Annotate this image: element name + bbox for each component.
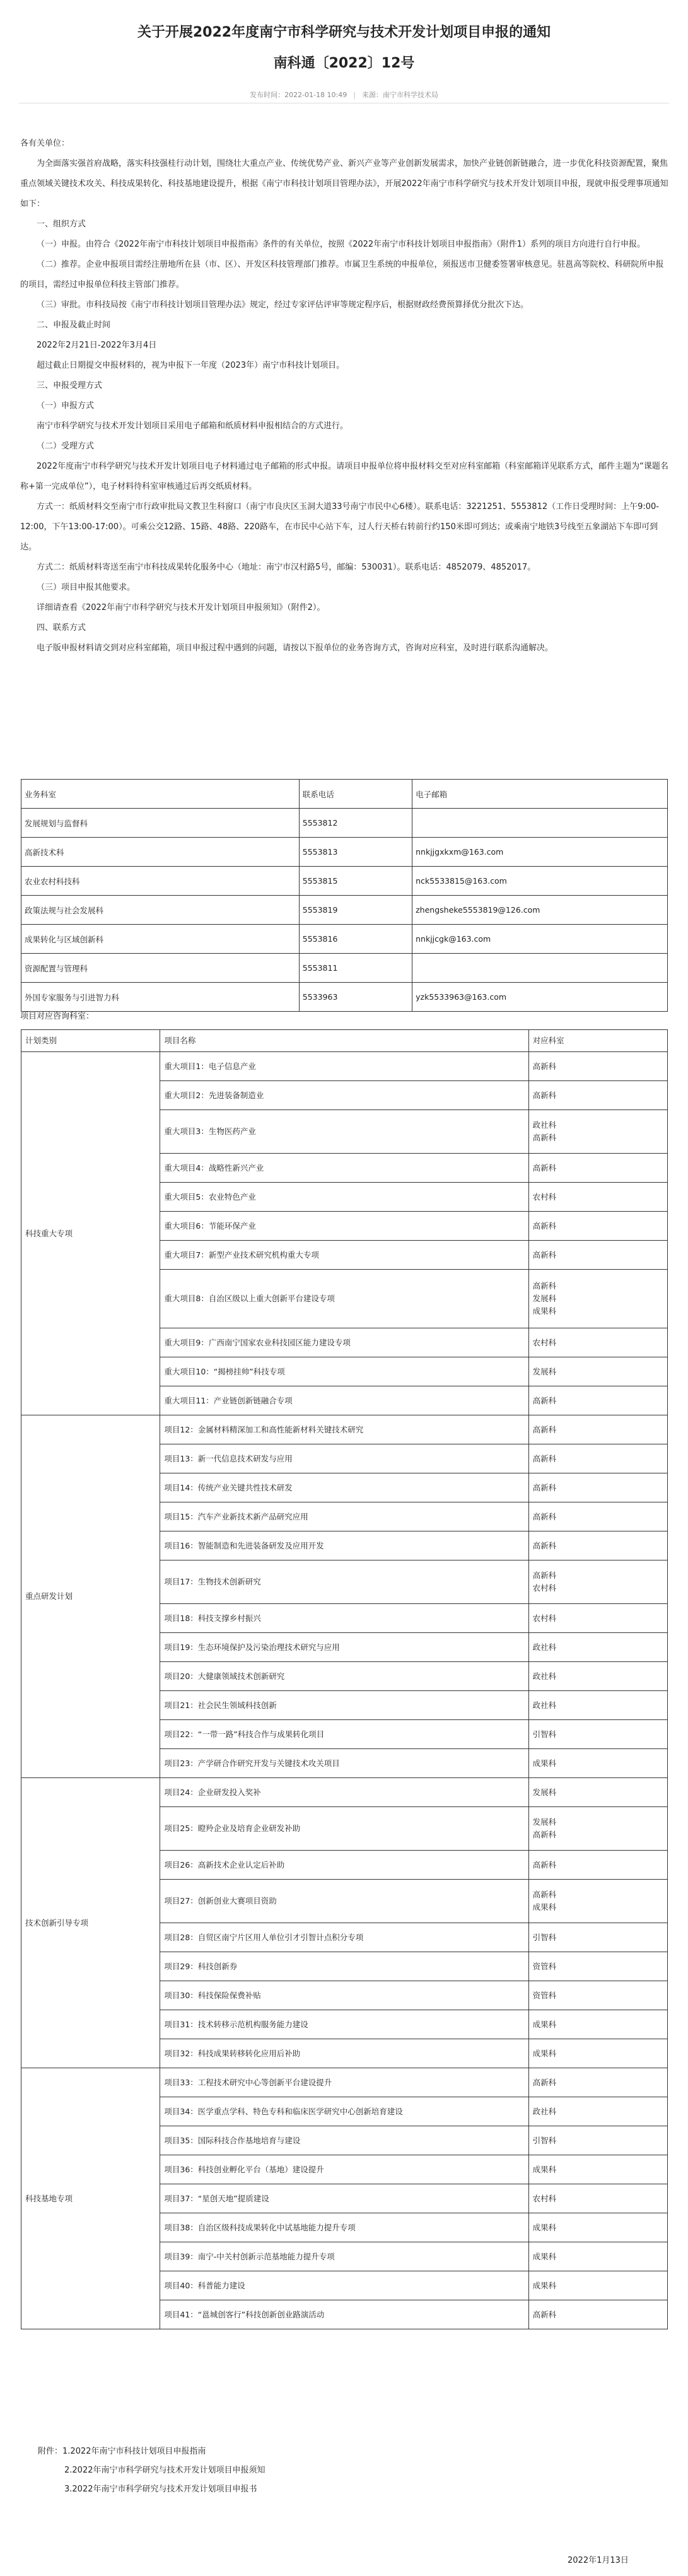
project-dept-cell bbox=[528, 1923, 667, 1952]
project-name-cell: 项目34：医学重点学科、特色专科和临床医学研究中心创新培育建设 bbox=[160, 2097, 528, 2126]
project-dept-cell bbox=[528, 2010, 667, 2039]
project-dept-cell bbox=[528, 2039, 667, 2068]
project-row bbox=[21, 2068, 668, 2097]
dept-name: 成果科 bbox=[532, 2019, 557, 2029]
contact-header-cell: 电子邮箱 bbox=[412, 780, 668, 809]
dept-name: 农村科 bbox=[532, 1583, 557, 1593]
contact-cell: nnkjjgxkxm@163.com bbox=[412, 838, 668, 867]
contact-cell: 政策法规与社会发展科 bbox=[21, 896, 300, 925]
dept-name: 政社科 bbox=[532, 1671, 557, 1681]
contact-header-cell: 业务科室 bbox=[21, 780, 300, 809]
dept-name: 高新科 bbox=[532, 1133, 557, 1142]
dept-name: 高新科 bbox=[532, 1061, 557, 1071]
contact-row bbox=[21, 838, 668, 867]
project-name-cell: 项目36：科技创业孵化平台（基地）建设提升 bbox=[160, 2155, 528, 2184]
document-number: 南科通〔2022〕12号 bbox=[273, 56, 415, 71]
project-dept-cell bbox=[528, 1633, 667, 1662]
project-dept-cell bbox=[528, 2097, 667, 2126]
project-dept-cell bbox=[528, 2068, 667, 2097]
project-name-cell: 重大项目8：自治区级以上重大创新平台建设专项 bbox=[160, 1270, 528, 1328]
dept-name: 成果科 bbox=[532, 2280, 557, 2290]
dept-name: 成果科 bbox=[532, 2048, 557, 2058]
project-dept-cell bbox=[528, 1052, 667, 1081]
project-dept-cell bbox=[528, 2213, 667, 2242]
body-paragraph: 南宁市科学研究与技术开发计划项目采用电子邮箱和纸质材料申报相结合的方式进行。 bbox=[37, 421, 349, 431]
project-name-cell: 项目13：新一代信息技术研发与应用 bbox=[160, 1444, 528, 1473]
project-dept-cell bbox=[528, 2126, 667, 2155]
body-paragraph: 方式二：纸质材料寄送至南宁市科技成果转化服务中心（地址：南宁市汉村路5号，邮编：530031）。联系电话：4852079、4852017。 bbox=[37, 563, 536, 572]
project-name-cell: 重大项目1：电子信息产业 bbox=[160, 1052, 528, 1081]
attachment-item bbox=[38, 2480, 265, 2499]
contact-cell: 5553819 bbox=[299, 896, 412, 925]
contact-cell: 5553815 bbox=[299, 867, 412, 896]
project-name-cell: 项目30：科技保险保费补贴 bbox=[160, 1981, 528, 2010]
project-dept-cell bbox=[528, 1502, 667, 1531]
dept-name: 高新科 bbox=[532, 1221, 557, 1231]
notice-body bbox=[20, 134, 668, 659]
project-name-cell: 重大项目5：农业特色产业 bbox=[160, 1183, 528, 1212]
body-paragraph: （二）受理方式 bbox=[37, 442, 95, 451]
project-name-cell: 项目16：智能制造和先进装备研发及应用开发 bbox=[160, 1531, 528, 1560]
page-title: 关于开展2022年度南宁市科学研究与技术开发计划项目申报的通知 bbox=[137, 25, 551, 40]
project-category-cell: 技术创新引导专项 bbox=[21, 1778, 160, 2068]
project-name-cell: 项目15：汽车产业新技术新产品研究应用 bbox=[160, 1502, 528, 1531]
attachment-name: 2.2022年南宁市科学研究与技术开发计划项目申报须知 bbox=[64, 2466, 265, 2475]
publish-meta: 发布时间：2022-01-18 10:49 | 来源：南宁市科学技术局 bbox=[250, 91, 438, 99]
dept-name: 高新科 bbox=[532, 1281, 557, 1291]
project-header-cell: 项目名称 bbox=[160, 1030, 528, 1052]
project-dept-cell bbox=[528, 1604, 667, 1633]
body-paragraph: （一）申报。由符合《2022年南宁市科技计划项目申报指南》条件的有关单位，按照《2022年南宁市科技计划项目申报指南》（附件1）系列的项目方向进行自行申报。 bbox=[37, 240, 645, 249]
attachment-item bbox=[38, 2461, 265, 2480]
contact-cell: nnkjjcgk@163.com bbox=[412, 925, 668, 954]
project-name-cell: 项目19：生态环境保护及污染治理技术研究与应用 bbox=[160, 1633, 528, 1662]
contact-cell: 5553811 bbox=[299, 954, 412, 983]
project-name-cell: 项目27：创新创业大赛项目资助 bbox=[160, 1880, 528, 1923]
project-dept-cell bbox=[528, 1807, 667, 1851]
project-dept-cell bbox=[528, 1241, 667, 1270]
dept-name: 农村科 bbox=[532, 1337, 557, 1347]
body-paragraph: 二、申报及截止时间 bbox=[37, 320, 111, 330]
project-dept-cell bbox=[528, 1081, 667, 1110]
project-dept-cell bbox=[528, 1851, 667, 1880]
project-name-cell: 项目35：国际科技合作基地培育与建设 bbox=[160, 2126, 528, 2155]
dept-name: 高新科 bbox=[532, 1090, 557, 1100]
dept-name: 引智科 bbox=[532, 1729, 557, 1739]
project-name-cell: 项目25：瞪羚企业及培育企业研发补助 bbox=[160, 1807, 528, 1851]
project-name-cell: 项目26：高新技术企业认定后补助 bbox=[160, 1851, 528, 1880]
contact-row bbox=[21, 809, 668, 838]
project-header-cell: 计划类别 bbox=[21, 1030, 160, 1052]
dept-name: 成果科 bbox=[532, 1758, 557, 1768]
project-name-cell: 项目31：技术转移示范机构服务能力建设 bbox=[160, 2010, 528, 2039]
contact-row bbox=[21, 896, 668, 925]
project-dept-cell bbox=[528, 2300, 667, 2329]
dept-name: 政社科 bbox=[532, 1120, 557, 1130]
project-dept-cell bbox=[528, 1183, 667, 1212]
contact-table bbox=[21, 779, 668, 1012]
dept-name: 高新科 bbox=[532, 1890, 557, 1899]
dept-name: 高新科 bbox=[532, 1571, 557, 1580]
dept-name: 高新科 bbox=[532, 1830, 557, 1839]
dept-name: 发展科 bbox=[532, 1294, 557, 1303]
source-label: 来源：南宁市科学技术局 bbox=[361, 91, 438, 99]
dept-name: 高新科 bbox=[532, 1424, 557, 1434]
contact-cell bbox=[412, 954, 668, 983]
project-name-cell: 重大项目4：战略性新兴产业 bbox=[160, 1154, 528, 1183]
project-dept-cell bbox=[528, 1154, 667, 1183]
project-dept-cell bbox=[528, 1110, 667, 1154]
contact-row bbox=[21, 954, 668, 983]
dept-name: 引智科 bbox=[532, 2135, 557, 2145]
project-dept-cell bbox=[528, 1212, 667, 1241]
project-name-cell: 项目20：大健康领域技术创新研究 bbox=[160, 1662, 528, 1691]
project-name-cell: 项目40：科普能力建设 bbox=[160, 2271, 528, 2300]
project-dept-cell bbox=[528, 1328, 667, 1357]
project-dept-cell bbox=[528, 2184, 667, 2213]
dept-name: 发展科 bbox=[532, 1787, 557, 1797]
contact-cell: 成果转化与区域创新科 bbox=[21, 925, 300, 954]
project-dept-cell bbox=[528, 1749, 667, 1778]
contact-cell: 资源配置与管理科 bbox=[21, 954, 300, 983]
dept-name: 发展科 bbox=[532, 1366, 557, 1376]
project-row bbox=[21, 1052, 668, 1081]
project-row bbox=[21, 1415, 668, 1444]
dept-name: 农村科 bbox=[532, 1613, 557, 1623]
contact-cell: 高新技术科 bbox=[21, 838, 300, 867]
publish-time: 发布时间：2022-01-18 10:49 bbox=[250, 91, 347, 99]
dept-name: 高新科 bbox=[532, 1453, 557, 1463]
contact-cell: 农业农村科技科 bbox=[21, 867, 300, 896]
attachment-name: 3.2022年南宁市科学研究与技术开发计划项目申报书 bbox=[64, 2485, 257, 2494]
project-category-cell: 科技重大专项 bbox=[21, 1052, 160, 1415]
dept-name: 高新科 bbox=[532, 1250, 557, 1260]
project-name-cell: 项目28：自贸区南宁片区用人单位引才引智计点积分专项 bbox=[160, 1923, 528, 1952]
dept-name: 高新科 bbox=[532, 1395, 557, 1405]
project-name-cell: 项目33：工程技术研究中心等创新平台建设提升 bbox=[160, 2068, 528, 2097]
project-name-cell: 重大项目11：产业链创新链融合专项 bbox=[160, 1386, 528, 1415]
dept-name: 高新科 bbox=[532, 1511, 557, 1521]
body-paragraph: 电子版申报材料请交到对应科室邮箱，项目申报过程中遇到的问题，请按以下报单位的业务咨询方式，咨询对应科室，及时进行联系沟通解决。 bbox=[37, 643, 554, 653]
project-dept-cell bbox=[528, 1880, 667, 1923]
project-header-cell: 对应科室 bbox=[528, 1030, 667, 1052]
body-paragraph: （一）申报方式 bbox=[37, 401, 95, 411]
contact-cell: zhengsheke5553819@126.com bbox=[412, 896, 668, 925]
project-category-cell: 科技基地专项 bbox=[21, 2068, 160, 2329]
project-name-cell: 项目32：科技成果转移转化应用后补助 bbox=[160, 2039, 528, 2068]
project-dept-cell bbox=[528, 1691, 667, 1720]
body-paragraph: 2022年2月21日-2022年3月4日 bbox=[37, 341, 157, 350]
project-dept-cell bbox=[528, 1415, 667, 1444]
project-name-cell: 重大项目6：节能环保产业 bbox=[160, 1212, 528, 1241]
dept-name: 高新科 bbox=[532, 1540, 557, 1550]
dept-name: 政社科 bbox=[532, 1700, 557, 1710]
body-paragraph: 三、申报受理方式 bbox=[37, 381, 103, 390]
project-name-cell: 项目29：科技创新券 bbox=[160, 1952, 528, 1981]
project-name-cell: 重大项目2：先进装备制造业 bbox=[160, 1081, 528, 1110]
project-name-cell: 项目38：自治区级科技成果转化中试基地能力提升专项 bbox=[160, 2213, 528, 2242]
issue-date: 2022年1月13日 bbox=[568, 2556, 629, 2565]
dept-name: 成果科 bbox=[532, 1306, 557, 1316]
contact-row bbox=[21, 983, 668, 1012]
dept-name: 政社科 bbox=[532, 1642, 557, 1652]
body-paragraph: 各有关单位： bbox=[20, 139, 70, 148]
project-dept-cell bbox=[528, 1778, 667, 1807]
contact-cell: 5553813 bbox=[299, 838, 412, 867]
body-paragraph: 详细请查看《2022年南宁市科学研究与技术开发计划项目申报须知》（附件2）。 bbox=[37, 603, 325, 612]
contact-row bbox=[21, 867, 668, 896]
project-dept-cell bbox=[528, 2155, 667, 2184]
body-paragraph: （二）推荐。企业申报项目需经注册地所在县（市、区）、开发区科技管理部门推荐。市属卫生系统的申报单位，须报送市卫健委签署审核意见。驻邕高等院校、科研院所申报的项目，需经过申报单位科技主管部门推荐。 bbox=[20, 260, 664, 290]
attachments bbox=[38, 2442, 265, 2499]
dept-name: 成果科 bbox=[532, 2222, 557, 2232]
contact-header-row bbox=[21, 780, 668, 809]
project-name-cell: 重大项目9：广西南宁国家农业科技园区能力建设专项 bbox=[160, 1328, 528, 1357]
project-dept-cell bbox=[528, 1270, 667, 1328]
project-dept-cell bbox=[528, 1981, 667, 2010]
project-name-cell: 项目14：传统产业关键共性技术研发 bbox=[160, 1473, 528, 1502]
attachment-label: 附件： bbox=[38, 2447, 63, 2456]
project-name-cell: 项目12：金属材料精深加工和高性能新材料关键技术研究 bbox=[160, 1415, 528, 1444]
dept-name: 政社科 bbox=[532, 2106, 557, 2116]
dept-name: 成果科 bbox=[532, 1902, 557, 1912]
dept-name: 发展科 bbox=[532, 1817, 557, 1827]
contact-cell: yzk5533963@163.com bbox=[412, 983, 668, 1012]
dept-name: 成果科 bbox=[532, 2251, 557, 2261]
project-dept-cell bbox=[528, 1473, 667, 1502]
project-dept-cell bbox=[528, 1444, 667, 1473]
dept-name: 高新科 bbox=[532, 1482, 557, 1492]
dept-name: 资管科 bbox=[532, 1990, 557, 2000]
project-name-cell: 项目37：“星创天地”提质建设 bbox=[160, 2184, 528, 2213]
dept-name: 农村科 bbox=[532, 1191, 557, 1202]
dept-name: 资管科 bbox=[532, 1961, 557, 1971]
dept-name: 农村科 bbox=[532, 2193, 557, 2203]
project-header-row bbox=[21, 1030, 668, 1052]
project-dept-cell bbox=[528, 2271, 667, 2300]
project-name-cell: 重大项目10：“揭榜挂帅”科技专项 bbox=[160, 1357, 528, 1386]
contact-cell: 5553812 bbox=[299, 809, 412, 838]
body-paragraph: 一、组织方式 bbox=[37, 220, 86, 229]
dept-name: 高新科 bbox=[532, 2077, 557, 2087]
project-name-cell: 项目22：“一带一路”科技合作与成果转化项目 bbox=[160, 1720, 528, 1749]
contact-cell: 外国专家服务与引进智力科 bbox=[21, 983, 300, 1012]
project-row bbox=[21, 1778, 668, 1807]
project-dept-cell bbox=[528, 1357, 667, 1386]
project-dept-cell bbox=[528, 1952, 667, 1981]
dept-name: 引智科 bbox=[532, 1932, 557, 1942]
body-paragraph: 2022年度南宁市科学研究与技术开发计划项目电子材料通过电子邮箱的形式申报。请项目申报单位将申报材料交至对应科室邮箱（科室邮箱详见联系方式，邮件主题为“课题名称+第一完成单位”），电子材料待科室审核通过后再交纸质材料。 bbox=[20, 462, 668, 491]
contact-cell: 5553816 bbox=[299, 925, 412, 954]
attachment-name: 1.2022年南宁市科技计划项目申报指南 bbox=[62, 2447, 206, 2456]
contact-row bbox=[21, 925, 668, 954]
project-name-cell: 项目21：社会民生领域科技创新 bbox=[160, 1691, 528, 1720]
body-paragraph: 为全面落实强首府战略，落实科技强桂行动计划，围绕壮大重点产业、传统优势产业、新兴产业等产业创新发展需求，加快产业链创新链融合，进一步优化科技资源配置，聚焦重点领域关键技术攻关、科技成果转化、科技基地建设提升，根据《南宁市科技计划项目管理办法》，开展2022年南宁市科学研究与技术开发计划项目申报，现就申报受理事项通知如下： bbox=[20, 159, 668, 209]
project-name-cell: 项目41：“邕城创客行”科技创新创业路演活动 bbox=[160, 2300, 528, 2329]
project-dept-cell bbox=[528, 1531, 667, 1560]
contact-cell: nck5533815@163.com bbox=[412, 867, 668, 896]
project-table-caption: 项目对应咨询科室： bbox=[20, 1012, 95, 1021]
project-dept-cell bbox=[528, 1560, 667, 1604]
project-category-cell: 重点研发计划 bbox=[21, 1415, 160, 1778]
contact-cell bbox=[412, 809, 668, 838]
contact-cell: 发展规划与监督科 bbox=[21, 809, 300, 838]
project-name-cell: 项目23：产学研合作研究开发与关键技术攻关项目 bbox=[160, 1749, 528, 1778]
project-name-cell: 项目18：科技支撑乡村振兴 bbox=[160, 1604, 528, 1633]
project-dept-cell bbox=[528, 1662, 667, 1691]
project-name-cell: 项目17：生物技术创新研究 bbox=[160, 1560, 528, 1604]
dept-name: 成果科 bbox=[532, 2164, 557, 2174]
body-paragraph: 四、联系方式 bbox=[37, 623, 86, 633]
project-name-cell: 重大项目3：生物医药产业 bbox=[160, 1110, 528, 1154]
project-name-cell: 项目24：企业研发投入奖补 bbox=[160, 1778, 528, 1807]
dept-name: 高新科 bbox=[532, 1859, 557, 1870]
project-dept-cell bbox=[528, 1386, 667, 1415]
dept-name: 高新科 bbox=[532, 1162, 557, 1173]
attachment-item bbox=[38, 2442, 265, 2461]
body-paragraph: （三）审批。市科技局按《南宁市科技计划项目管理办法》规定，经过专家评估评审等规定程序后，根据财政经费预算择优分批次下达。 bbox=[37, 300, 529, 310]
project-dept-cell bbox=[528, 2242, 667, 2271]
project-name-cell: 项目39：南宁-中关村创新示范基地能力提升专项 bbox=[160, 2242, 528, 2271]
dept-name: 高新科 bbox=[532, 2309, 557, 2319]
body-paragraph: （三）项目申报其他要求。 bbox=[37, 583, 136, 592]
project-dept-cell bbox=[528, 1720, 667, 1749]
body-paragraph: 方式一：纸质材料交至南宁市行政审批局文教卫生科窗口（南宁市良庆区玉洞大道33号南宁市民中心6楼）。联系电话：3221251、5553812（工作日受理时间：上午9:00-12:00，下午13:00-17:00）。可乘公交12路、15路、48路、220路车，在市民中心站下车，过人行天桥右转前行约150米即可到达；或乘南宁地铁3号线至五象湖站下车即可到达。 bbox=[20, 502, 659, 552]
project-name-cell: 重大项目7：新型产业技术研究机构重大专项 bbox=[160, 1241, 528, 1270]
body-paragraph: 超过截止日期提交申报材料的，视为申报下一年度（2023年）南宁市科技计划项目。 bbox=[37, 361, 345, 370]
contact-header-cell: 联系电话 bbox=[299, 780, 412, 809]
contact-cell: 5533963 bbox=[299, 983, 412, 1012]
project-table bbox=[21, 1029, 668, 2329]
